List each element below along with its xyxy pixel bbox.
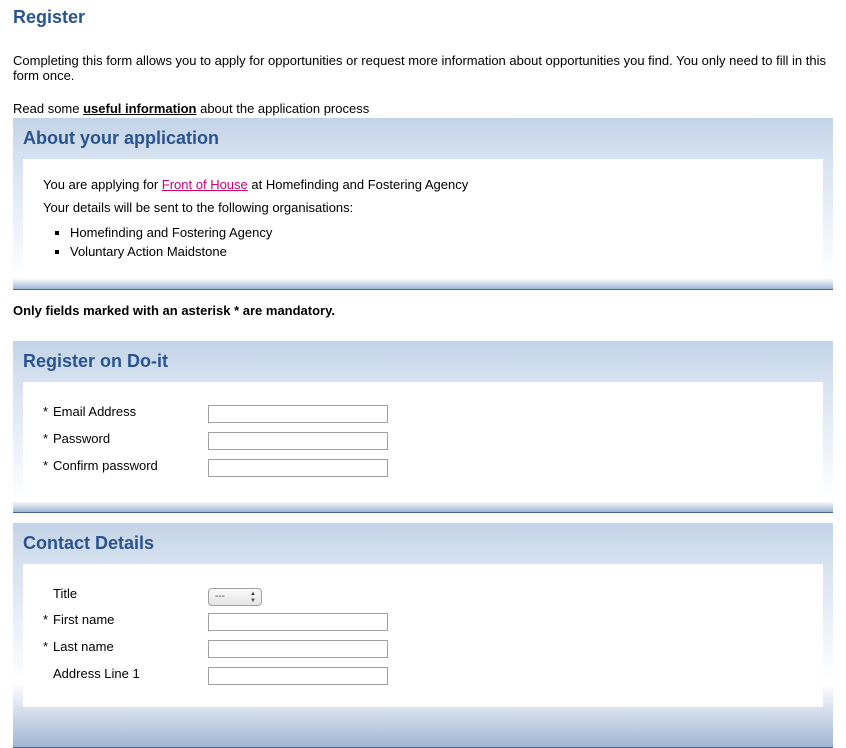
- about-heading: About your application: [23, 128, 219, 148]
- last-name-label: [43, 639, 114, 654]
- first-name-label: [43, 612, 114, 627]
- required-asterisk: *: [43, 639, 49, 654]
- contact-heading: Contact Details: [23, 533, 155, 553]
- email-label-text: Email Address: [53, 404, 137, 419]
- contact-panel: [13, 523, 833, 748]
- address-line-1-row: [43, 666, 803, 693]
- register-fields: [23, 382, 823, 502]
- email-label: [43, 404, 136, 419]
- useful-info-line: [13, 101, 833, 116]
- about-application-panel: [13, 118, 833, 290]
- applying-suffix: at Homefinding and Fostering Agency: [247, 177, 469, 192]
- last-name-input[interactable]: [208, 640, 388, 658]
- read-prefix: Read some: [13, 101, 84, 116]
- organisation-item: ▪ Voluntary Action Maidstone: [70, 242, 803, 261]
- page-title: Register: [13, 7, 86, 27]
- select-arrows-icon: ▲ ▼: [250, 591, 256, 604]
- last-name-label-text: Last name: [53, 639, 114, 654]
- register-panel: [13, 341, 833, 513]
- required-asterisk: *: [43, 612, 49, 627]
- required-asterisk: *: [43, 404, 49, 419]
- mandatory-note: Only fields marked with an asterisk * are mandatory.: [13, 303, 335, 318]
- organisation-list: [43, 223, 803, 261]
- confirm-password-input[interactable]: [208, 459, 388, 477]
- confirm-password-row: [43, 458, 803, 478]
- first-name-input[interactable]: [208, 613, 388, 631]
- applying-prefix: You are applying for: [43, 177, 162, 192]
- read-suffix: about the application process: [196, 101, 370, 116]
- about-content: [23, 159, 823, 279]
- title-label-text: Title: [53, 586, 78, 601]
- title-select-value: ---: [215, 591, 225, 602]
- sent-to-line: Your details will be sent to the following organisations:: [43, 200, 354, 215]
- register-heading: Register on Do-it: [23, 351, 169, 371]
- organisation-item: ▪ Homefinding and Fostering Agency: [70, 223, 803, 242]
- confirm-password-label: [43, 458, 158, 473]
- first-name-label-text: First name: [53, 612, 115, 627]
- password-label: [43, 431, 110, 446]
- contact-fields: [23, 564, 823, 707]
- first-name-row: [43, 612, 803, 639]
- address-line-1-label: [43, 666, 140, 681]
- role-link[interactable]: Front of House: [161, 177, 248, 192]
- required-asterisk: *: [43, 458, 49, 473]
- password-input[interactable]: [208, 432, 388, 450]
- email-row: [43, 404, 803, 431]
- confirm-password-label-text: Confirm password: [53, 458, 158, 473]
- last-name-row: [43, 639, 803, 666]
- email-input[interactable]: [208, 405, 388, 423]
- address-line-1-label-text: Address Line 1: [53, 666, 140, 681]
- required-asterisk: *: [43, 431, 49, 446]
- intro-text: Completing this form allows you to apply for opportunities or request more information about opportunities you find. You only need to fill in this form once.: [13, 53, 826, 83]
- applying-for-line: [43, 177, 803, 193]
- title-select[interactable]: [208, 588, 262, 606]
- password-row: [43, 431, 803, 458]
- address-line-1-input[interactable]: [208, 667, 388, 685]
- password-label-text: Password: [53, 431, 111, 446]
- title-label: [43, 586, 77, 601]
- title-row: [43, 586, 803, 612]
- useful-information-link[interactable]: useful information: [83, 101, 197, 116]
